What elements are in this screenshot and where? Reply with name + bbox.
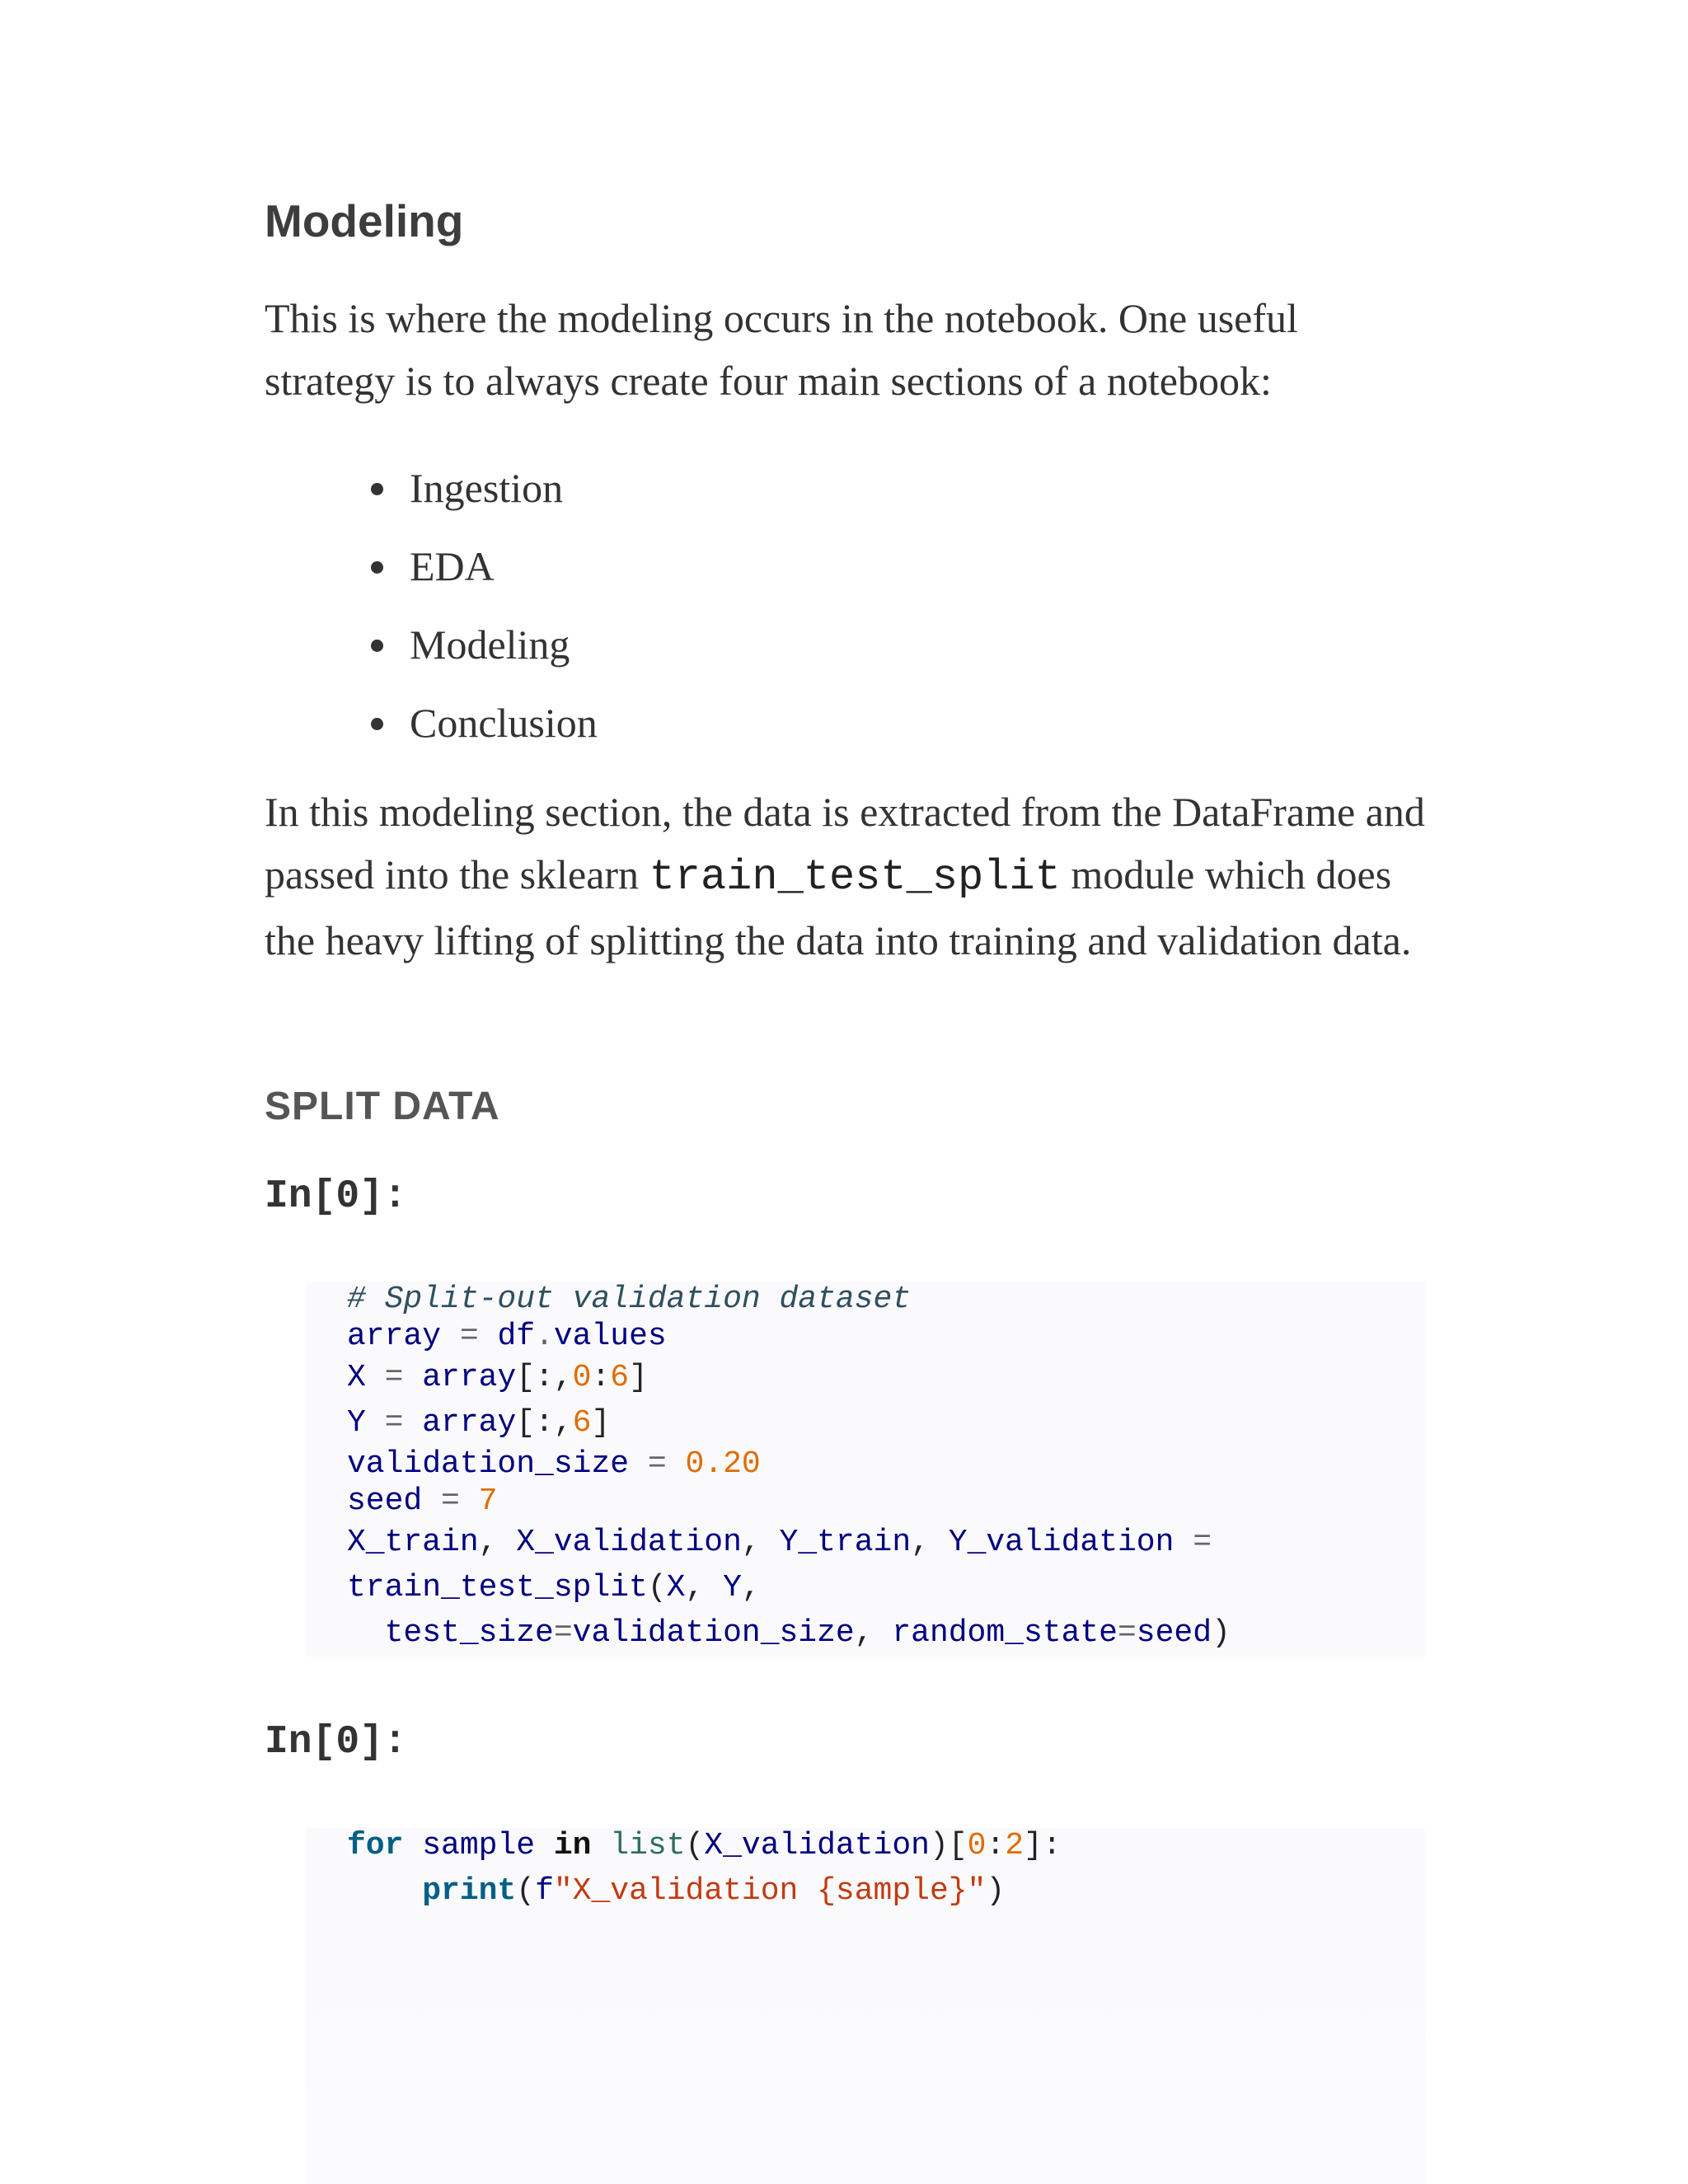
section-heading: Modeling	[265, 195, 464, 246]
subsection-heading: SPLIT DATA	[265, 1085, 500, 1128]
bullet-icon	[371, 718, 383, 730]
code-block	[347, 1828, 1062, 1970]
list-item: Ingestion	[265, 457, 598, 535]
code-line: print(f"X_validation {sample}")	[422, 1873, 1006, 1909]
modeling-paragraph: In this modeling section, the data is extracted from the DataFrame and passed into the sklearn train_test_split module which does the heavy lifting of splitting the data into training and validation data.	[265, 789, 1425, 963]
cell-prompt: In[0]:	[265, 1174, 407, 1219]
code-line: X_train, X_validation, Y_train, Y_validation =	[347, 1525, 1212, 1560]
code-cell[interactable]	[306, 1828, 1425, 2184]
code-line: X = array[:,0:6]	[347, 1360, 648, 1395]
intro-paragraph: This is where the modeling occurs in the notebook. One useful strategy is to always create four main sections of a notebook:	[265, 295, 1298, 404]
bullet-icon	[371, 640, 383, 652]
inline-code: train_test_split	[649, 853, 1061, 902]
code-line: Y = array[:,6]	[347, 1405, 611, 1441]
code-line: seed = 7	[347, 1483, 498, 1519]
cell-prompt: In[0]:	[265, 1720, 407, 1765]
sections-list	[265, 457, 598, 770]
code-line: validation_size = 0.20	[347, 1446, 761, 1482]
code-block	[347, 1282, 1231, 1671]
bullet-icon	[371, 483, 383, 495]
list-item: Modeling	[265, 613, 598, 691]
list-item: Conclusion	[265, 691, 598, 770]
code-line: test_size=validation_size, random_state=seed)	[347, 1615, 1231, 1651]
list-item: EDA	[265, 535, 598, 613]
bullet-icon	[371, 561, 383, 574]
code-cell[interactable]	[306, 1282, 1425, 1657]
code-line: train_test_split(X, Y,	[347, 1570, 761, 1605]
code-line: array = df.values	[347, 1319, 667, 1354]
code-line: # Split-out validation dataset	[347, 1282, 912, 1317]
code-line: for sample in list(X_validation)[0:2]:	[347, 1828, 1062, 1863]
